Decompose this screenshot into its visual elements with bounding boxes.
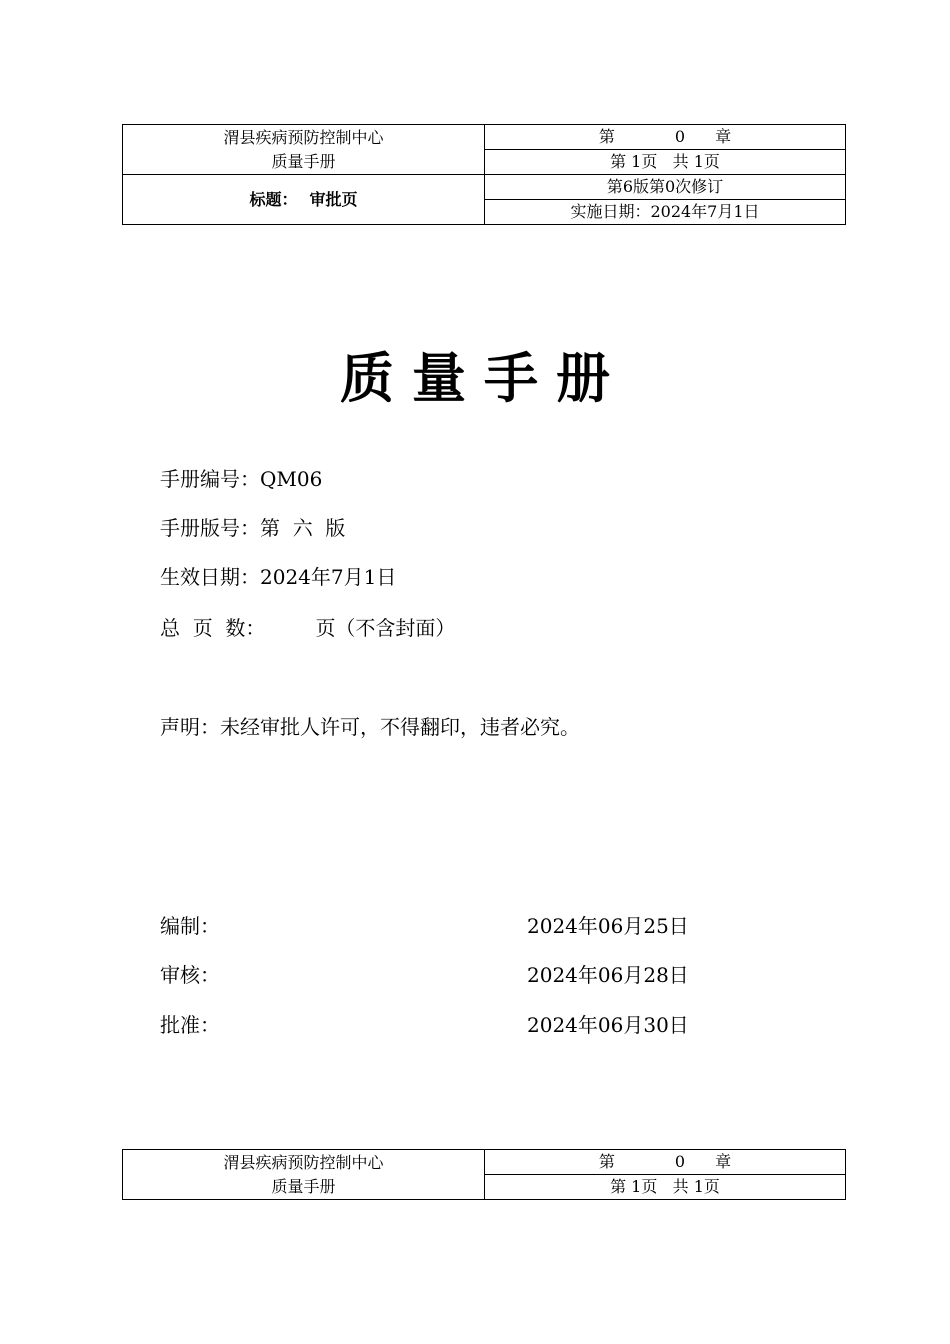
statement: 声明：未经审批人许可，不得翻印，违者必究。 [160,715,580,739]
signature-date-approve: 2024年06月30日 [527,1013,689,1037]
effective-date: 2024年7月1日 [260,565,397,589]
chapter-suffix: 章 [715,127,732,146]
header-revision: 第6版第0次修订 [485,175,846,200]
signature-label-compile: 编制： [160,914,220,938]
header-effective-date: 实施日期：2024年7月1日 [485,200,846,225]
signature-label-review: 审核： [160,963,220,987]
header-table [122,124,846,225]
chapter-label: 第 [598,1152,615,1171]
main-title-char: 册 [556,347,610,410]
effective-date-label: 生效日期： [160,565,260,589]
total-pages-suffix: 页（不含封面） [315,616,456,640]
chapter-number: 0 [674,1152,686,1171]
manual-number: QM06 [260,467,323,491]
header-page-info: 第 1页 共 1页 [485,150,846,175]
main-title [0,336,950,413]
signature-label-approve: 批准： [160,1013,220,1037]
header-org-cell [123,125,485,175]
header-title-cell [123,175,485,225]
chapter-number: 0 [674,127,686,146]
signature-date-review: 2024年06月28日 [527,963,689,987]
main-title-char: 手 [484,347,538,410]
title-value: 审批页 [309,189,358,209]
manual-version-line [160,515,345,541]
main-title-char: 质 [340,347,394,410]
footer-org: 渭县疾病预防控制中心 [223,1152,384,1172]
manual-version: 第 六 版 [260,516,346,540]
chapter-suffix: 章 [715,1152,732,1171]
total-pages-line [160,615,455,641]
signature-date-compile: 2024年06月25日 [527,914,689,938]
manual-number-line [160,466,322,492]
header-doc: 质量手册 [271,151,336,171]
total-pages-label: 总 页 数： [160,616,266,640]
header-chapter [485,125,846,150]
title-label: 标题： [249,189,298,209]
effective-date-line [160,564,396,590]
footer-doc: 质量手册 [271,1176,336,1196]
footer-page-info: 第 1页 共 1页 [485,1175,846,1200]
footer-org-cell [123,1150,485,1200]
main-title-char: 量 [412,347,466,410]
manual-number-label: 手册编号： [160,467,260,491]
chapter-label: 第 [598,127,615,146]
footer-table [122,1149,846,1200]
manual-version-label: 手册版号： [160,516,260,540]
footer-chapter [485,1150,846,1175]
header-org: 渭县疾病预防控制中心 [223,127,384,147]
